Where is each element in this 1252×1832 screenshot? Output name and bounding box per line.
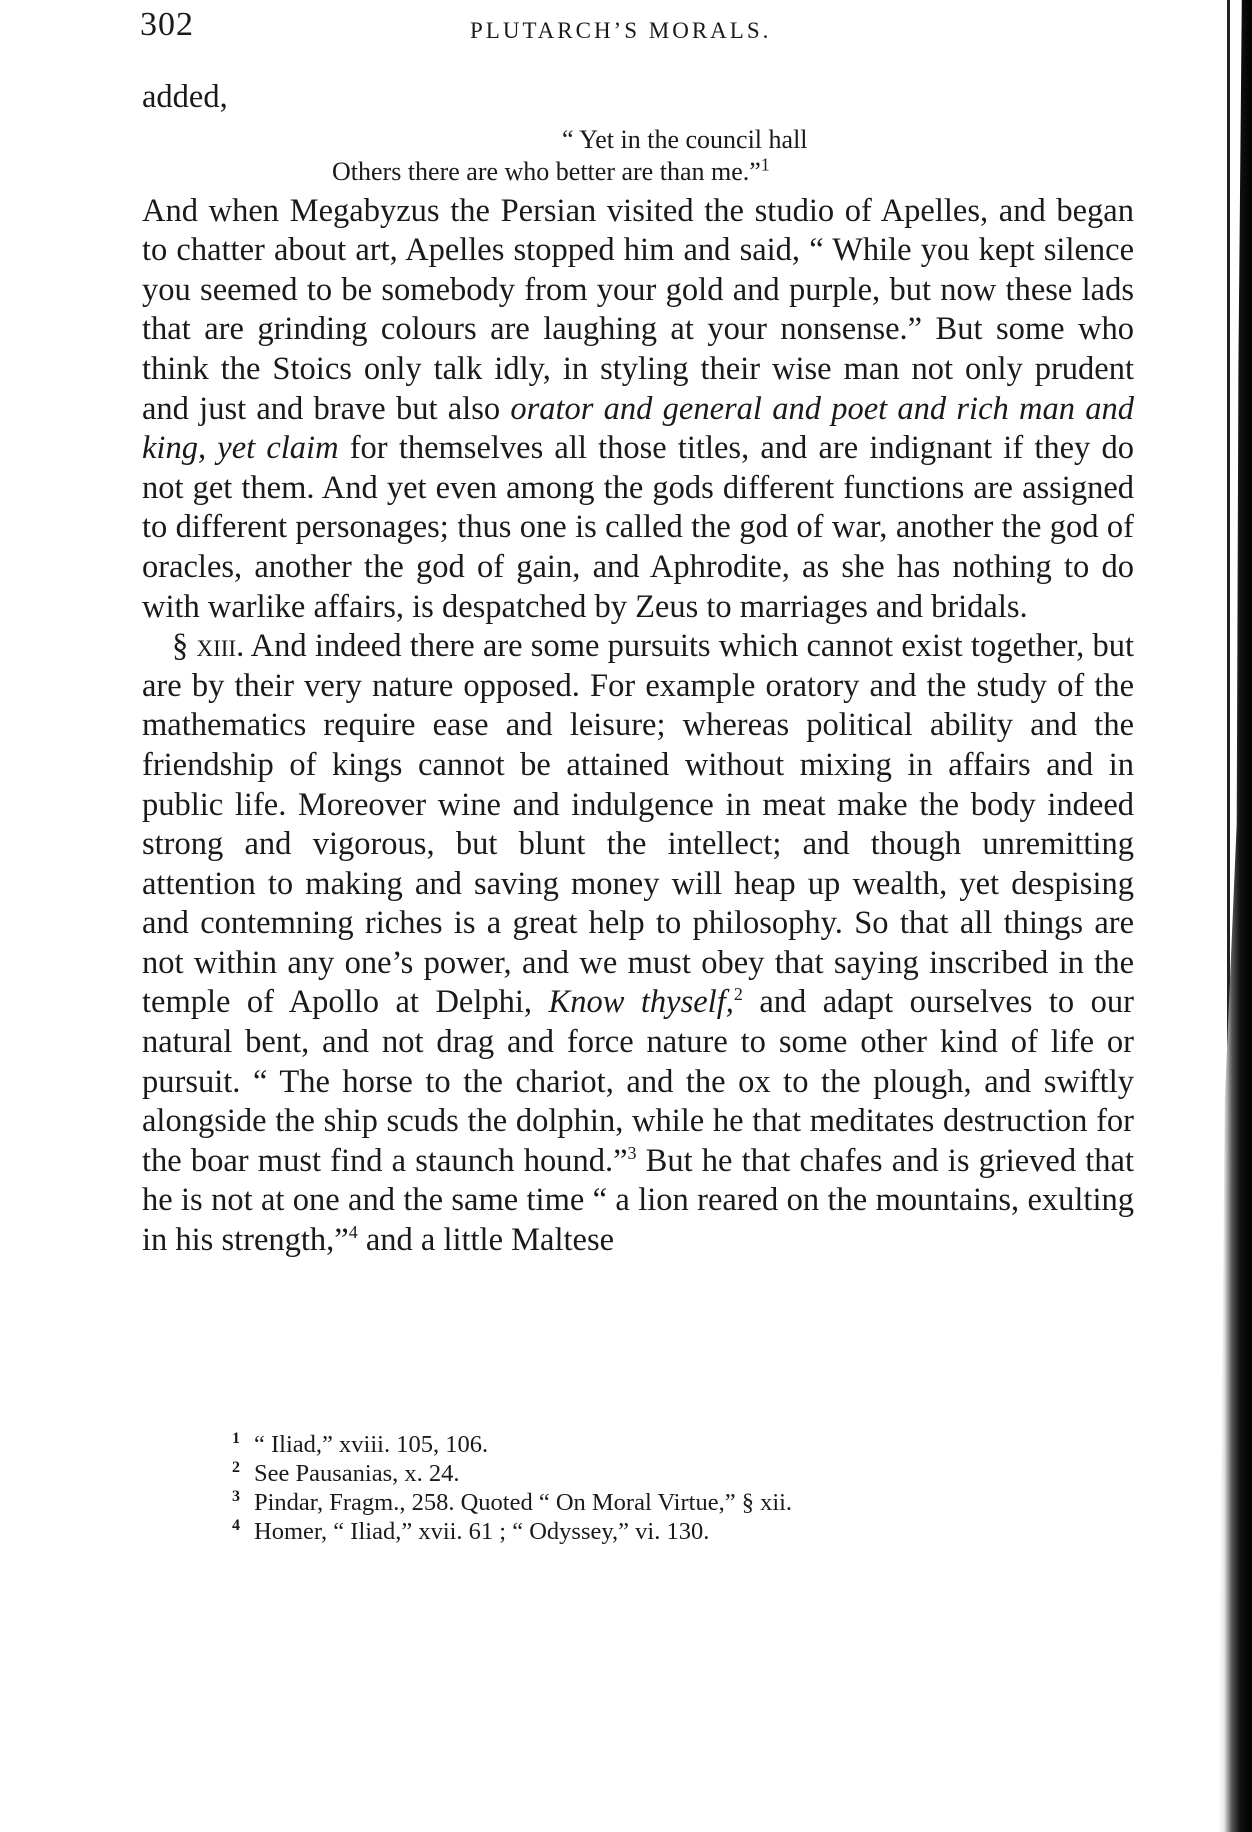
paragraph-2-part-4: and a little Maltese bbox=[357, 1222, 615, 1259]
paragraph-2-part-3: But he that chafes and is grieved that he is not at one and the same time “ a lion reared on the mountains, exulting in his strength,” bbox=[142, 1142, 1134, 1259]
footnote-ref-4[interactable]: 4 bbox=[348, 1222, 358, 1243]
paragraph-1-part-2: for themselves all those titles, and are indignant if they do not get them. And yet even among the gods different functions are assigned to different personages; thus one is called the god of war, another the god of oracles, another the god of gain, and Aphrodite, as she has nothing to do with warlike affairs, is despatched by Zeus to marriages and bridals. bbox=[142, 430, 1134, 625]
footnote-text-4: Homer, “ Iliad,” xvii. 61 ; “ Odyssey,” vi. 130. bbox=[254, 1518, 710, 1545]
quote-line-2 bbox=[142, 153, 1134, 188]
paragraph-1-italic: orator and general and poet and rich man and king, yet claim bbox=[142, 390, 1134, 467]
footnotes bbox=[232, 1430, 1032, 1546]
section-numeral: xiii. bbox=[196, 628, 245, 665]
footnote-2: 2 See Pausanias, x. 24. bbox=[232, 1458, 460, 1487]
footnote-3: 3 Pindar, Fragm., 258. Quoted “ On Moral Virtue,” § xii. bbox=[232, 1487, 793, 1516]
paragraph-2-italic: Know thyself, bbox=[548, 984, 734, 1021]
footnote-ref-1[interactable]: 1 bbox=[760, 153, 770, 174]
paragraph-1 bbox=[142, 192, 1134, 628]
verse-quote bbox=[142, 124, 1134, 188]
footnote-ref-2[interactable]: 2 bbox=[733, 984, 743, 1005]
footnote-1: 1 “ Iliad,” xviii. 105, 106. bbox=[232, 1429, 489, 1458]
footnote-4: 4 Homer, “ Iliad,” xvii. 61 ; “ Odyssey,” vi. 130. bbox=[232, 1516, 710, 1545]
text-body bbox=[142, 78, 1134, 1261]
lead-line: added, bbox=[142, 79, 228, 115]
binding-edge-shadow bbox=[1218, 0, 1252, 1832]
quote-line-2-text: Others there are who better are than me.” bbox=[332, 156, 761, 186]
paragraph-2-part-1: And indeed there are some pursuits which cannot exist together, but are by their very nature opposed. For example oratory and the study of the mathematics require ease and leisure; whereas political ability and the friendship of kings cannot be attained without mixing in affairs and in public life. Moreover wine and indulgence in meat make the body indeed strong and vigorous, but blunt the intellect; and though unremitting attention to making and saving money will heap up wealth, yet despising and contemning riches is a great help to philosophy. So that all things are not within any one’s power, and we must obey that saying inscribed in the temple of Apollo at Delphi, bbox=[142, 628, 1135, 1021]
paragraph-2-part-2: and adapt ourselves to our natural bent, and not drag and force nature to some other kind of life or pursuit. “ The horse to the chariot, and the ox to the plough, and swiftly alongside the ship scuds the dolphin, while he that meditates destruction for the boar must find a staunch hound.” bbox=[142, 984, 1135, 1179]
running-head bbox=[0, 6, 1252, 46]
quote-line-1: “ Yet in the council hall bbox=[562, 124, 808, 154]
paragraph-2 bbox=[142, 627, 1134, 1261]
footnote-text-2: See Pausanias, x. 24. bbox=[254, 1460, 460, 1487]
footnote-text-1: “ Iliad,” xviii. 105, 106. bbox=[254, 1431, 489, 1458]
footnote-text-3: Pindar, Fragm., 258. Quoted “ On Moral Virtue,” § xii. bbox=[254, 1489, 793, 1516]
section-mark: § bbox=[172, 628, 197, 665]
running-title: PLUTARCH’S MORALS. bbox=[470, 18, 772, 43]
page-number: 302 bbox=[140, 6, 194, 43]
paragraph-1-part-1: And when Megabyzus the Persian visited the studio of Apelles, and began to chatter about art, Apelles stopped him and said, “ While you kept silence you seemed to be somebody from your gold and purple, but now these lads that are grinding colours are laughing at your nonsense.” But some who think the Stoics only talk idly, in styling their wise man not only prudent and just and brave but also bbox=[142, 192, 1134, 427]
footnote-ref-3[interactable]: 3 bbox=[627, 1143, 637, 1164]
